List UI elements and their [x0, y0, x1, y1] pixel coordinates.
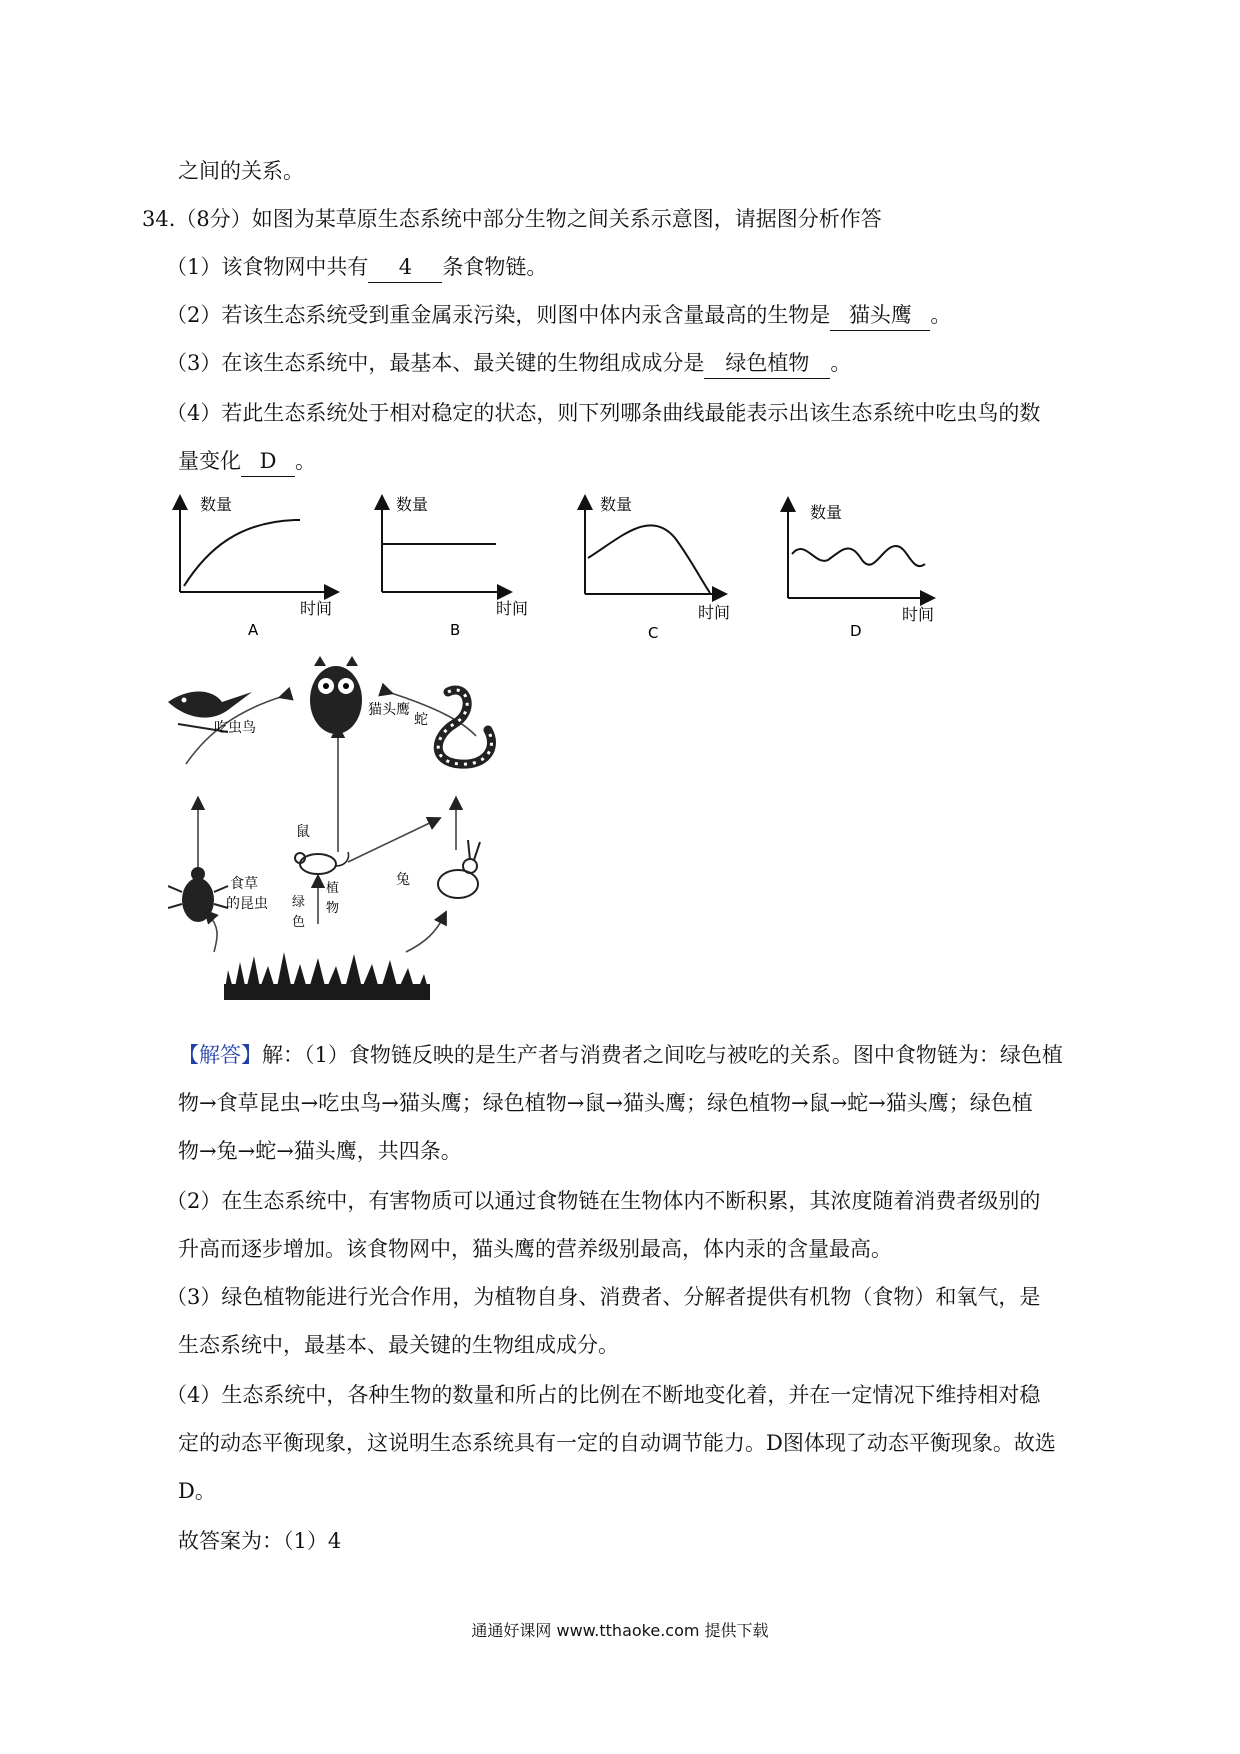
graph-a-xlabel: 时间 [300, 599, 333, 618]
question-score: （8分） [175, 207, 252, 231]
label-snake: 蛇 [414, 712, 428, 728]
graph-b-xlabel: 时间 [496, 599, 529, 618]
owl-icon [310, 656, 362, 734]
solution-line-10: D。 [178, 1479, 216, 1503]
solution-line-6: （3）绿色植物能进行光合作用，为植物自身、消费者、分解者提供有机物（食物）和氧气，是 [166, 1285, 1041, 1309]
answer-blank-2: 猫头鹰 [830, 300, 930, 331]
solution-tag: 【解答】 [178, 1043, 262, 1067]
label-plant-b: 色 [292, 915, 306, 930]
curve-graph-a [180, 495, 332, 638]
graph-b-letter: B [450, 621, 461, 638]
label-insect-1: 食草 [230, 876, 258, 892]
solution-line-1: 【解答】解：（1）食物链反映的是生产者与消费者之间吃与被吃的关系。图中食物链为：绿色植 [178, 1043, 1063, 1067]
rabbit-icon [438, 840, 480, 898]
graph-d-letter: D [850, 622, 862, 638]
question-text: 如图为某草原生态系统中部分生物之间关系示意图，请据图分析作答 [251, 207, 882, 231]
question-number: 34. [142, 207, 176, 231]
mouse-icon [295, 852, 349, 874]
curve-line-c [588, 525, 710, 593]
label-plant-c: 植 [326, 881, 340, 896]
solution-line-9: 定的动态平衡现象，这说明生态系统具有一定的自动调节能力。D图体现了动态平衡现象。故选 [178, 1431, 1056, 1455]
arrow-mouse-to-snake [348, 820, 436, 862]
graph-a-ylabel: 数量 [200, 495, 233, 514]
curve-graph-d [788, 503, 934, 638]
solution-line-11: 故答案为：（1）4 [178, 1529, 342, 1553]
solution-line-7: 生态系统中，最基本、最关键的生物组成成分。 [178, 1333, 619, 1357]
solution-line-5: 升高而逐步增加。该食物网中，猫头鹰的营养级别最高，体内汞的含量最高。 [178, 1237, 892, 1261]
food-web-diagram [168, 652, 568, 1012]
solution-line-8: （4）生态系统中，各种生物的数量和所占的比例在不断地变化着，并在一定情况下维持相对稳 [166, 1383, 1041, 1407]
solution-line-3: 物→兔→蛇→猫头鹰，共四条。 [178, 1139, 462, 1163]
solution-line-2: 物→食草昆虫→吃虫鸟→猫头鹰；绿色植物→鼠→猫头鹰；绿色植物→鼠→蛇→猫头鹰；绿色植 [178, 1091, 1033, 1115]
label-owl: 猫头鹰 [368, 702, 410, 718]
previous-question-tail: 之间的关系。 [178, 159, 304, 183]
curve-line-a [184, 520, 300, 586]
solution-line-4: （2）在生态系统中，有害物质可以通过食物链在生物体内不断积累，其浓度随着消费者级别的 [166, 1189, 1041, 1213]
curve-graph-c [585, 495, 730, 638]
question-stem [142, 204, 882, 234]
label-bird: 吃虫鸟 [214, 720, 256, 736]
graph-d-xlabel: 时间 [902, 605, 935, 624]
graph-c-letter: C [648, 624, 659, 638]
curve-line-d [792, 546, 925, 566]
answer-blank-1: 4 [368, 252, 442, 283]
arrow-plant-to-insect [208, 914, 217, 952]
label-rabbit: 兔 [396, 872, 410, 888]
graph-c-ylabel: 数量 [600, 495, 633, 514]
graph-c-xlabel: 时间 [698, 603, 731, 622]
sub-question-4: （4）若此生态系统处于相对稳定的状态，则下列哪条曲线最能表示出该生态系统中吃虫鸟的数 [166, 401, 1041, 425]
graph-d-ylabel: 数量 [810, 503, 843, 522]
label-insect-2: 的昆虫 [226, 896, 268, 912]
sub-question-2: （2）若该生态系统受到重金属汞污染，则图中体内汞含量最高的生物是 猫头鹰 。 [166, 300, 951, 331]
answer-blank-4: D [241, 446, 295, 477]
answer-blank-3: 绿色植物 [704, 348, 830, 379]
sub-question-3: （3）在该生态系统中，最基本、最关键的生物组成成分是 绿色植物 。 [166, 348, 851, 379]
curve-graph-b [382, 495, 528, 638]
grass-icon [224, 952, 430, 1000]
graph-a-letter: A [248, 621, 259, 638]
label-plant-a: 绿 [292, 895, 306, 910]
sub-question-4-cont: 量变化 D 。 [178, 446, 316, 477]
graph-b-ylabel: 数量 [396, 495, 429, 514]
sub-question-1: （1）该食物网中共有 4 条食物链。 [166, 252, 547, 283]
label-mouse: 鼠 [296, 824, 310, 840]
insect-icon [168, 867, 228, 922]
population-curves-figure [160, 488, 960, 638]
page-footer: 通通好课网 www.tthaoke.com 提供下载 [471, 1621, 769, 1640]
label-plant-d: 物 [326, 901, 340, 916]
arrow-plant-to-rabbit [406, 916, 444, 952]
